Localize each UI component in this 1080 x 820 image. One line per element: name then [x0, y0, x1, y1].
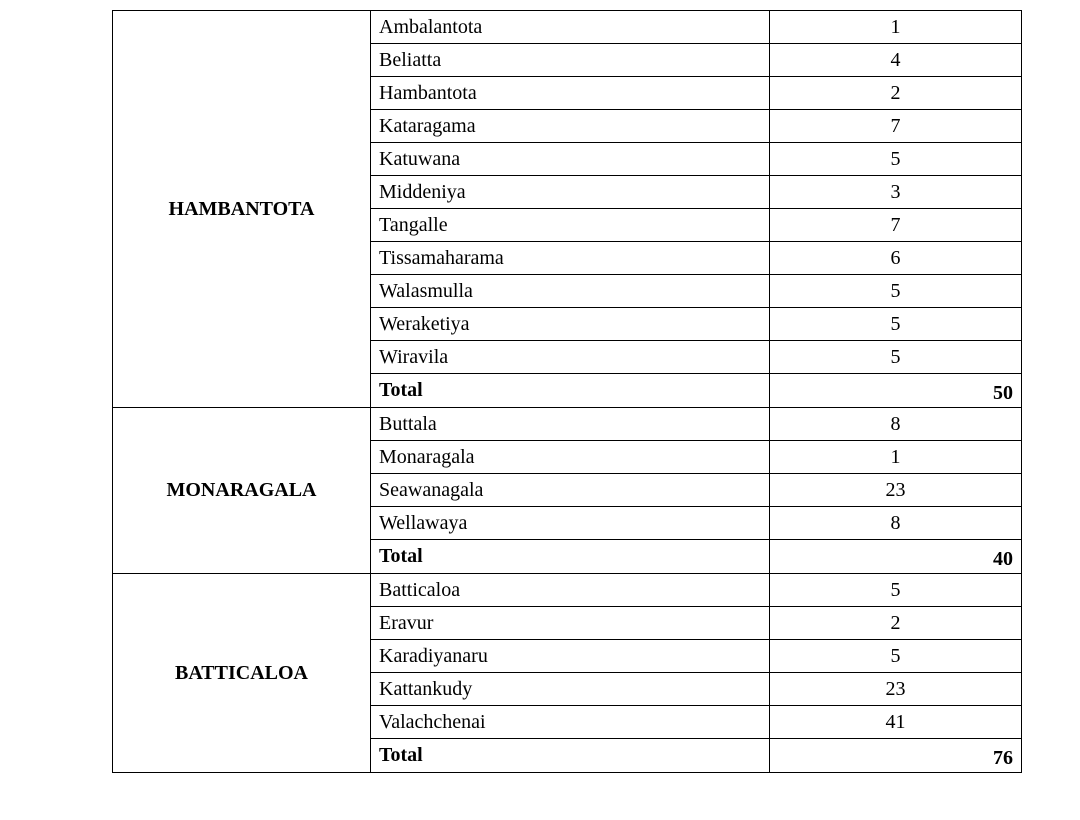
division-count: 23	[770, 673, 1022, 706]
division-name: Hambantota	[371, 77, 770, 110]
division-name: Kattankudy	[371, 673, 770, 706]
division-count: 5	[770, 308, 1022, 341]
division-name: Ambalantota	[371, 11, 770, 44]
division-count: 4	[770, 44, 1022, 77]
division-count: 5	[770, 574, 1022, 607]
division-name: Kataragama	[371, 110, 770, 143]
division-count: 7	[770, 110, 1022, 143]
division-name: Katuwana	[371, 143, 770, 176]
district-name-batticaloa: BATTICALOA	[113, 574, 371, 773]
division-count: 1	[770, 441, 1022, 474]
division-name: Eravur	[371, 607, 770, 640]
division-count: 8	[770, 507, 1022, 540]
division-name: Tangalle	[371, 209, 770, 242]
division-name: Valachchenai	[371, 706, 770, 739]
division-count: 5	[770, 143, 1022, 176]
division-count: 2	[770, 77, 1022, 110]
table-row	[113, 11, 1022, 44]
division-name: Seawanagala	[371, 474, 770, 507]
division-name: Beliatta	[371, 44, 770, 77]
division-name: Wellawaya	[371, 507, 770, 540]
district-name-hambantota: HAMBANTOTA	[113, 11, 371, 408]
division-count: 7	[770, 209, 1022, 242]
division-name: Batticaloa	[371, 574, 770, 607]
division-name: Wiravila	[371, 341, 770, 374]
division-count: 6	[770, 242, 1022, 275]
total-value: 50	[770, 374, 1022, 408]
district-division-table	[112, 10, 1022, 773]
division-name: Karadiyanaru	[371, 640, 770, 673]
total-label: Total	[371, 739, 770, 773]
table-row	[113, 408, 1022, 441]
total-value: 40	[770, 540, 1022, 574]
division-name: Monaragala	[371, 441, 770, 474]
division-count: 5	[770, 640, 1022, 673]
division-count: 1	[770, 11, 1022, 44]
table-row	[113, 574, 1022, 607]
district-name-monaragala: MONARAGALA	[113, 408, 371, 574]
division-count: 5	[770, 341, 1022, 374]
division-name: Middeniya	[371, 176, 770, 209]
division-name: Tissamaharama	[371, 242, 770, 275]
division-count: 41	[770, 706, 1022, 739]
division-count: 23	[770, 474, 1022, 507]
total-label: Total	[371, 540, 770, 574]
division-count: 3	[770, 176, 1022, 209]
total-value: 76	[770, 739, 1022, 773]
division-name: Walasmulla	[371, 275, 770, 308]
division-count: 5	[770, 275, 1022, 308]
total-label: Total	[371, 374, 770, 408]
division-count: 2	[770, 607, 1022, 640]
division-name: Buttala	[371, 408, 770, 441]
division-count: 8	[770, 408, 1022, 441]
division-name: Weraketiya	[371, 308, 770, 341]
